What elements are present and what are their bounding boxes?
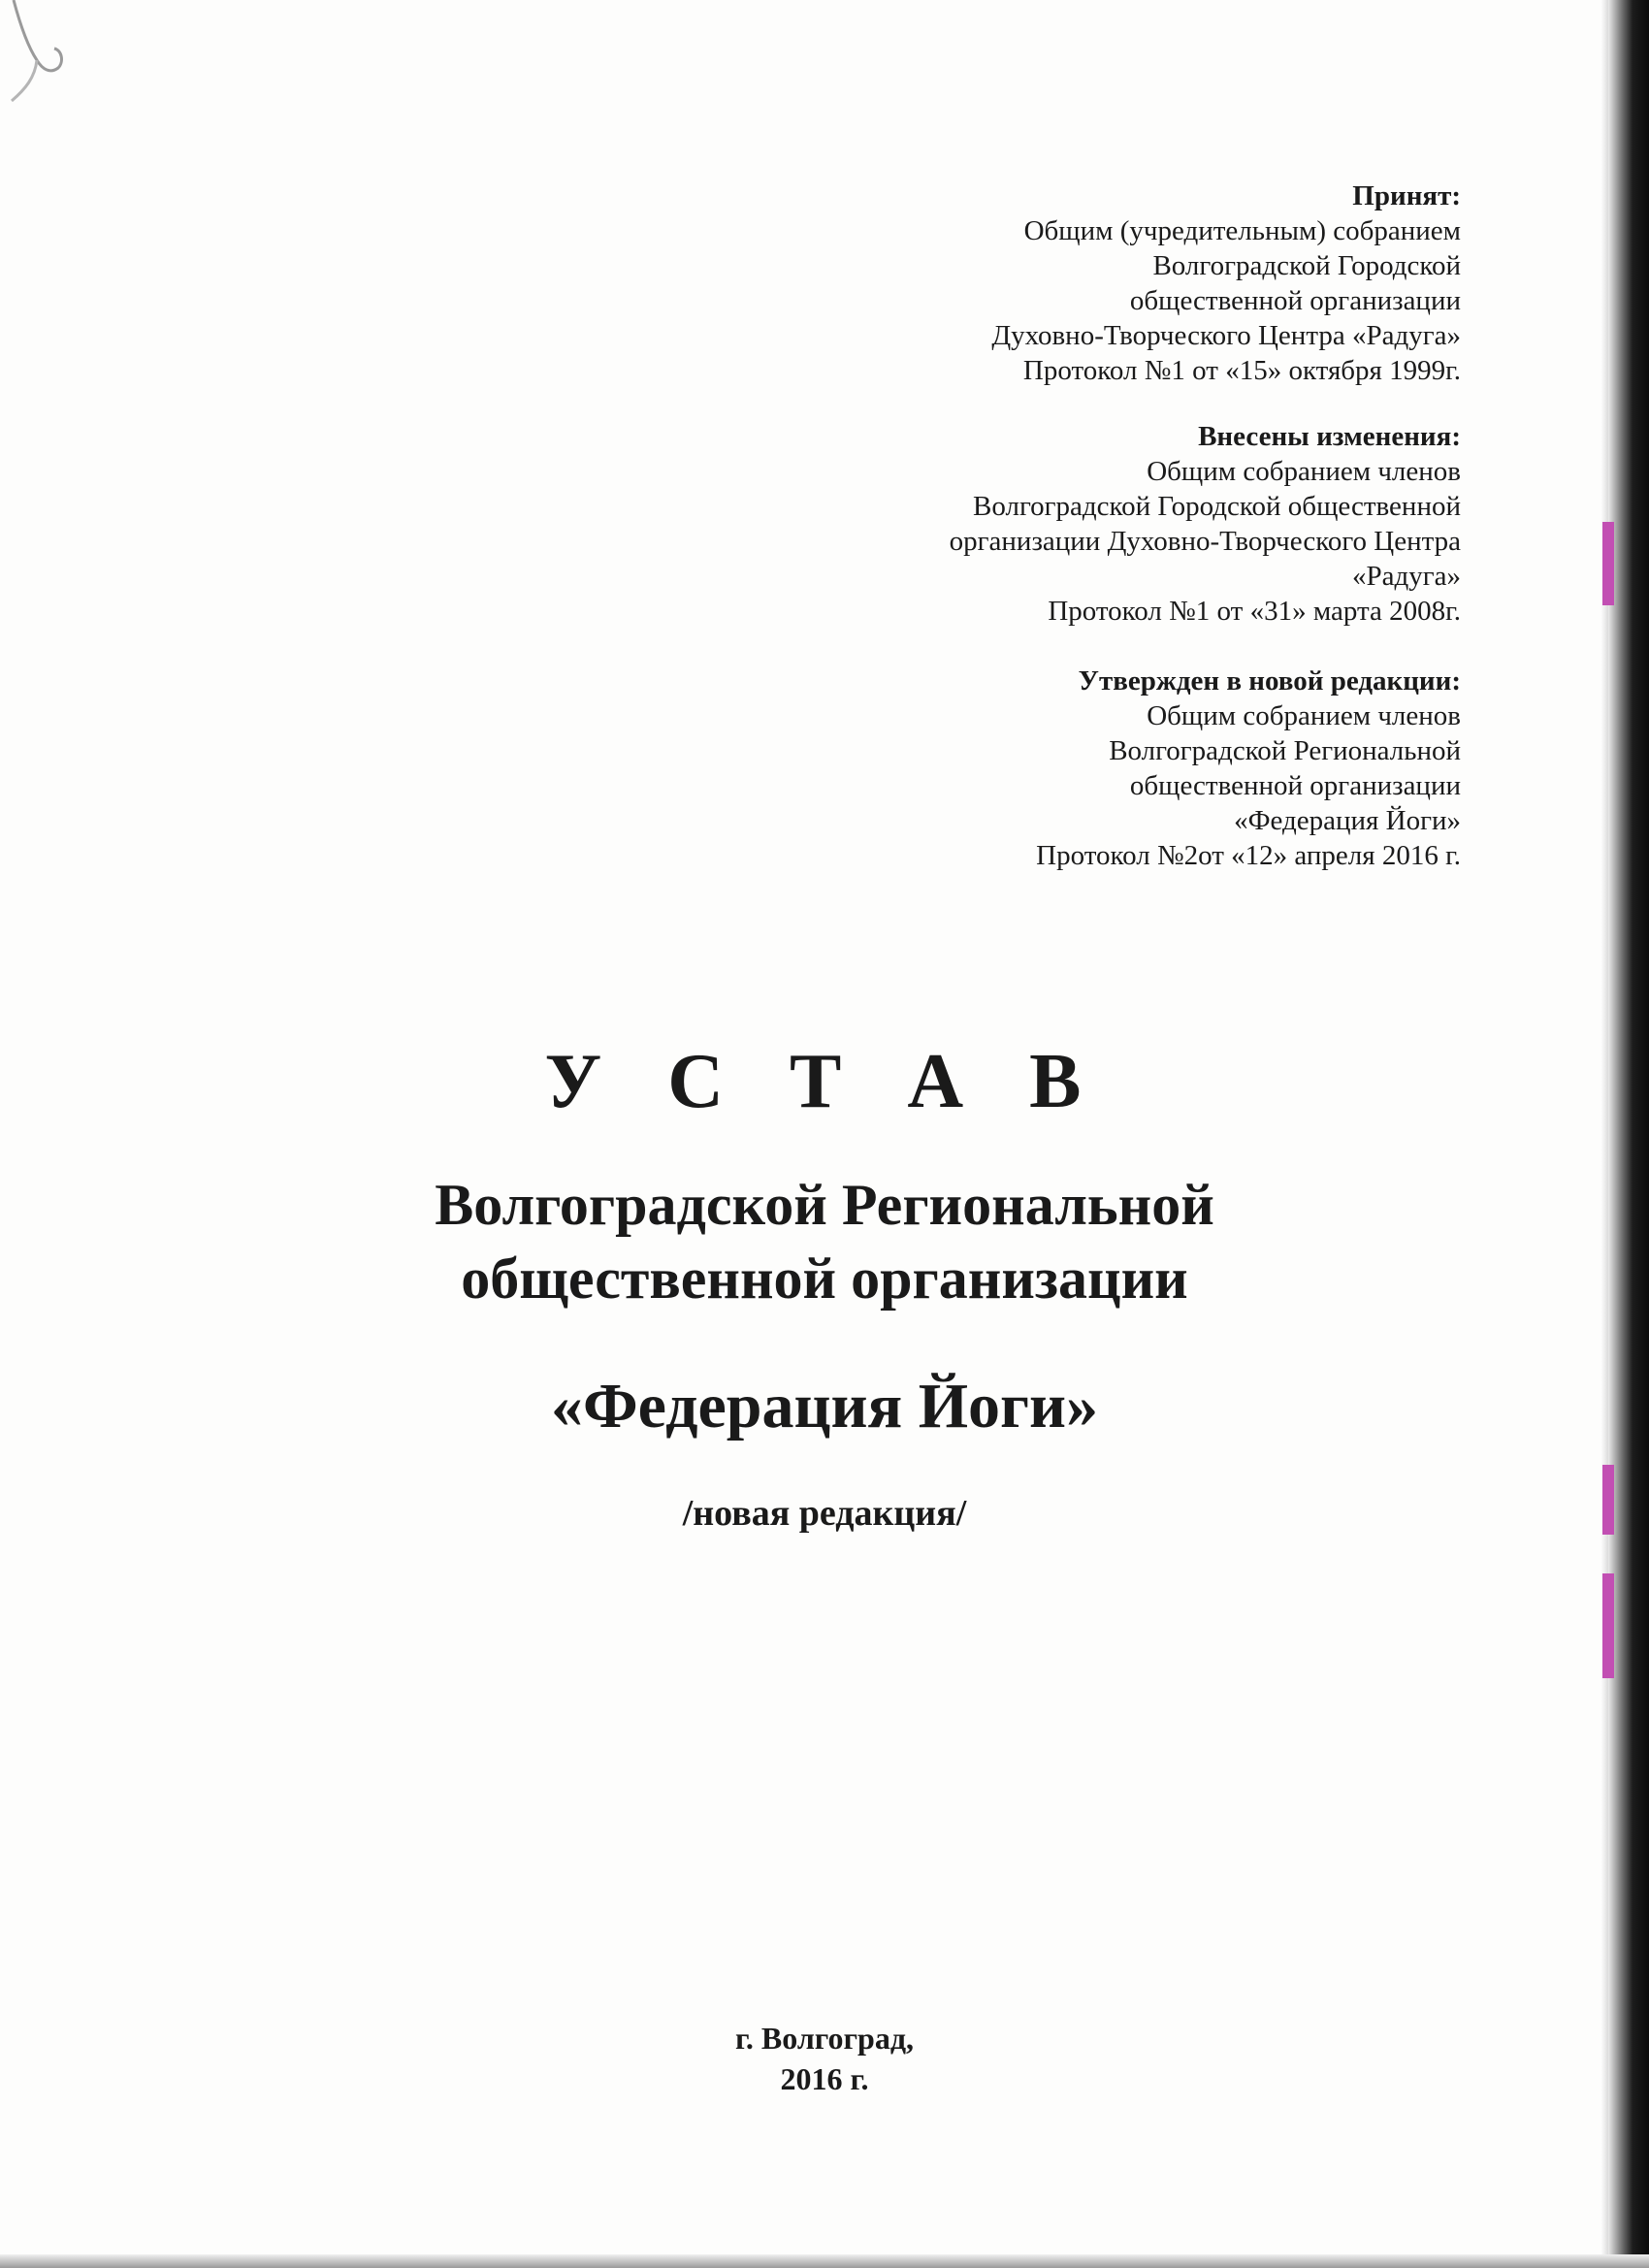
organization-line-1: Волгоградской Региональной bbox=[435, 1173, 1214, 1237]
approval-line: Общим собранием членов bbox=[1147, 700, 1461, 731]
approval-line: Общим (учредительным) собранием bbox=[1023, 215, 1461, 246]
approval-line: общественной организации bbox=[1129, 770, 1461, 801]
approval-line: Волгоградской Городской bbox=[1152, 250, 1461, 281]
approval-heading: Утвержден в новой редакции: bbox=[1078, 665, 1461, 697]
bookmark-tab bbox=[1602, 1573, 1614, 1678]
scan-edge-right bbox=[1608, 0, 1649, 2268]
approval-line: Протокол №1 от «15» октября 1999г. bbox=[1022, 355, 1461, 386]
approval-line: Протокол №1 от «31» марта 2008г. bbox=[1048, 596, 1461, 627]
year: 2016 г. bbox=[780, 2061, 869, 2096]
scan-edge-bottom bbox=[0, 2254, 1649, 2268]
bookmark-tab bbox=[1602, 1465, 1614, 1535]
edition-note: /новая редакция/ bbox=[682, 1493, 967, 1534]
approval-block-new-edition bbox=[1036, 664, 1461, 873]
approval-line: Протокол №2от «12» апреля 2016 г. bbox=[1036, 840, 1461, 871]
city: г. Волгоград, bbox=[734, 2021, 915, 2056]
approval-line: «Федерация Йоги» bbox=[1234, 805, 1461, 836]
document-type-title: У С Т А В bbox=[544, 1039, 1105, 1124]
approval-heading: Внесены изменения: bbox=[1198, 421, 1461, 452]
approval-block-adopted bbox=[991, 178, 1461, 388]
approval-block-amended bbox=[950, 419, 1461, 629]
scan-edge-shadow bbox=[1600, 0, 1608, 2268]
organization-line-2: общественной организации bbox=[461, 1247, 1188, 1311]
approval-heading: Принят: bbox=[1352, 180, 1461, 211]
organization-name: «Федерация Йоги» bbox=[550, 1371, 1099, 1442]
approval-line: Общим собранием членов bbox=[1147, 456, 1461, 487]
approval-line: общественной организации bbox=[1129, 285, 1461, 316]
binding-thread bbox=[8, 0, 85, 107]
place-and-year bbox=[175, 2018, 1474, 2099]
approval-line: Волгоградской Региональной bbox=[1109, 735, 1461, 766]
approval-line: Духовно-Творческого Центра «Радуга» bbox=[991, 320, 1461, 351]
approval-line: Волгоградской Городской общественной bbox=[973, 491, 1461, 522]
approval-line: организации Духовно-Творческого Центра bbox=[949, 526, 1461, 557]
approval-line: «Радуга» bbox=[1351, 561, 1461, 592]
bookmark-tab bbox=[1602, 522, 1614, 605]
